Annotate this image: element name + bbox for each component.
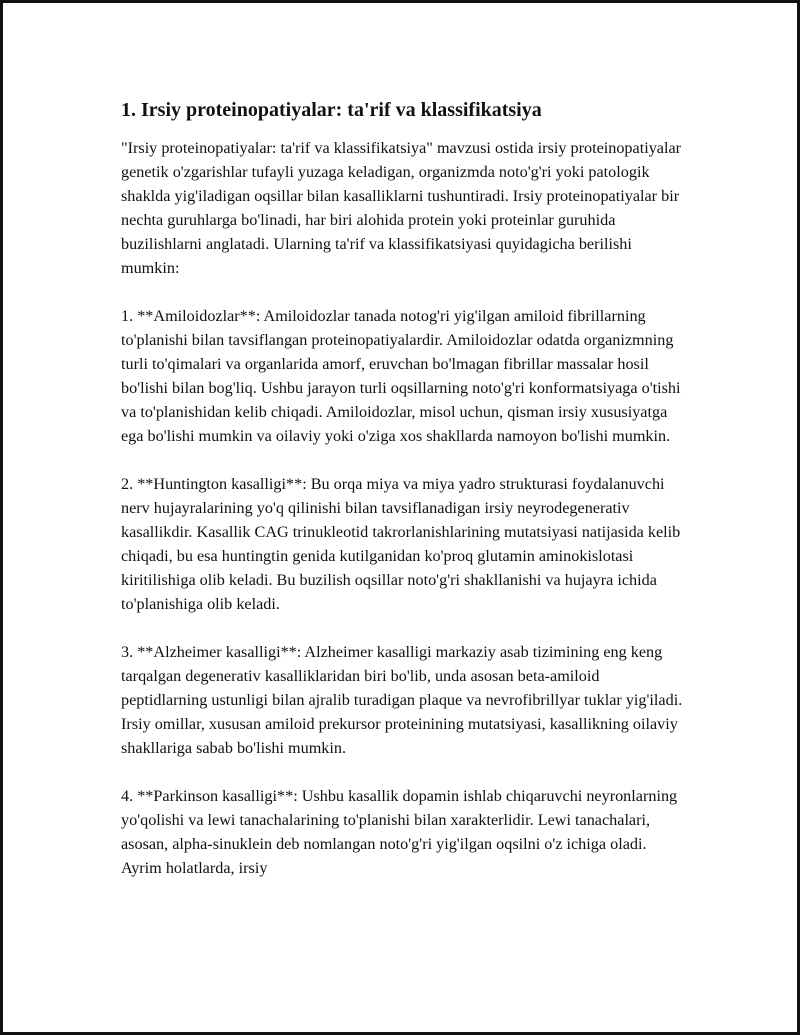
paragraph-alzheimer: 3. **Alzheimer kasalligi**: Alzheimer kasalligi markaziy asab tizimining eng keng tarqalgan degenerativ kasalliklaridan biri bo'lib, unda asosan beta-amiloid peptidlarning ustunligi bilan ajralib turadigan plaque va nevrofibrillyar tuklar yig'iladi. Irsiy omillar, xususan amiloid prekursor proteinining mutatsiyasi, kasallikning oilaviy shakllariga sabab bo'lishi mumkin. — [121, 643, 683, 757]
paragraph-amiloidozlar: 1. **Amiloidozlar**: Amiloidozlar tanada notog'ri yig'ilgan amiloid fibrillarning to'planishi bilan tavsiflangan proteinopatiyalardir. Amiloidozlar odatda organizmning turli to'qimalari va organlarida amorf, eruvchan bo'lmagan fibrillar massalar hosil bo'lishi bilan bog'liq. Ushbu jarayon turli oqsillarning noto'g'ri konformatsiyaga o'tishi va to'planishidan kelib chiqadi. Amiloidozlar, misol uchun, qisman irsiy xususiyatga ega bo'lishi mumkin va oilaviy yoki o'ziga xos shakllarda namoyon bo'lishi mumkin. — [121, 307, 681, 445]
document-body — [121, 97, 687, 904]
section-title: 1. Irsiy proteinopatiyalar: ta'rif va klassifikatsiya — [121, 99, 542, 121]
intro-paragraph: "Irsiy proteinopatiyalar: ta'rif va klassifikatsiya" mavzusi ostida irsiy proteinopatiyalar genetik o'zgarishlar tufayli yuzaga keladigan, organizmda noto'g'ri yoki patologik shaklda yig'iladigan oqsillar bilan kasalliklarni tushuntiradi. Irsiy proteinopatiyalar bir nechta guruhlarga bo'linadi, har biri alohida protein yoki proteinlar guruhida buzilishlarni anglatadi. Ularning ta'rif va klassifikatsiyasi quyidagicha berilishi mumkin: — [121, 139, 682, 277]
paragraph-parkinson: 4. **Parkinson kasalligi**: Ushbu kasallik dopamin ishlab chiqaruvchi neyronlarning yo'qolishi va lewi tanachalarining to'planishi bilan xarakterlidir. Lewi tanachalari, asosan, alpha-sinuklein deb nomlangan noto'g'ri yig'ilgan oqsilni o'z ichiga oladi. Ayrim holatlarda, irsiy — [121, 787, 678, 877]
paragraph-huntington: 2. **Huntington kasalligi**: Bu orqa miya va miya yadro strukturasi foydalanuvchi nerv hujayralarining yo'q qilinishi bilan tavsiflanadigan irsiy neyrodegenerativ kasallikdir. Kasallik CAG trinukleotid takrorlanishlarining mutatsiyasi natijasida kelib chiqadi, bu esa huntingtin genida kutilganidan ko'proq glutamin aminokislotasi kiritilishiga olib keladi. Bu buzilish oqsillar noto'g'ri shakllanishi va hujayra ichida to'planishiga olib keladi. — [121, 475, 681, 613]
